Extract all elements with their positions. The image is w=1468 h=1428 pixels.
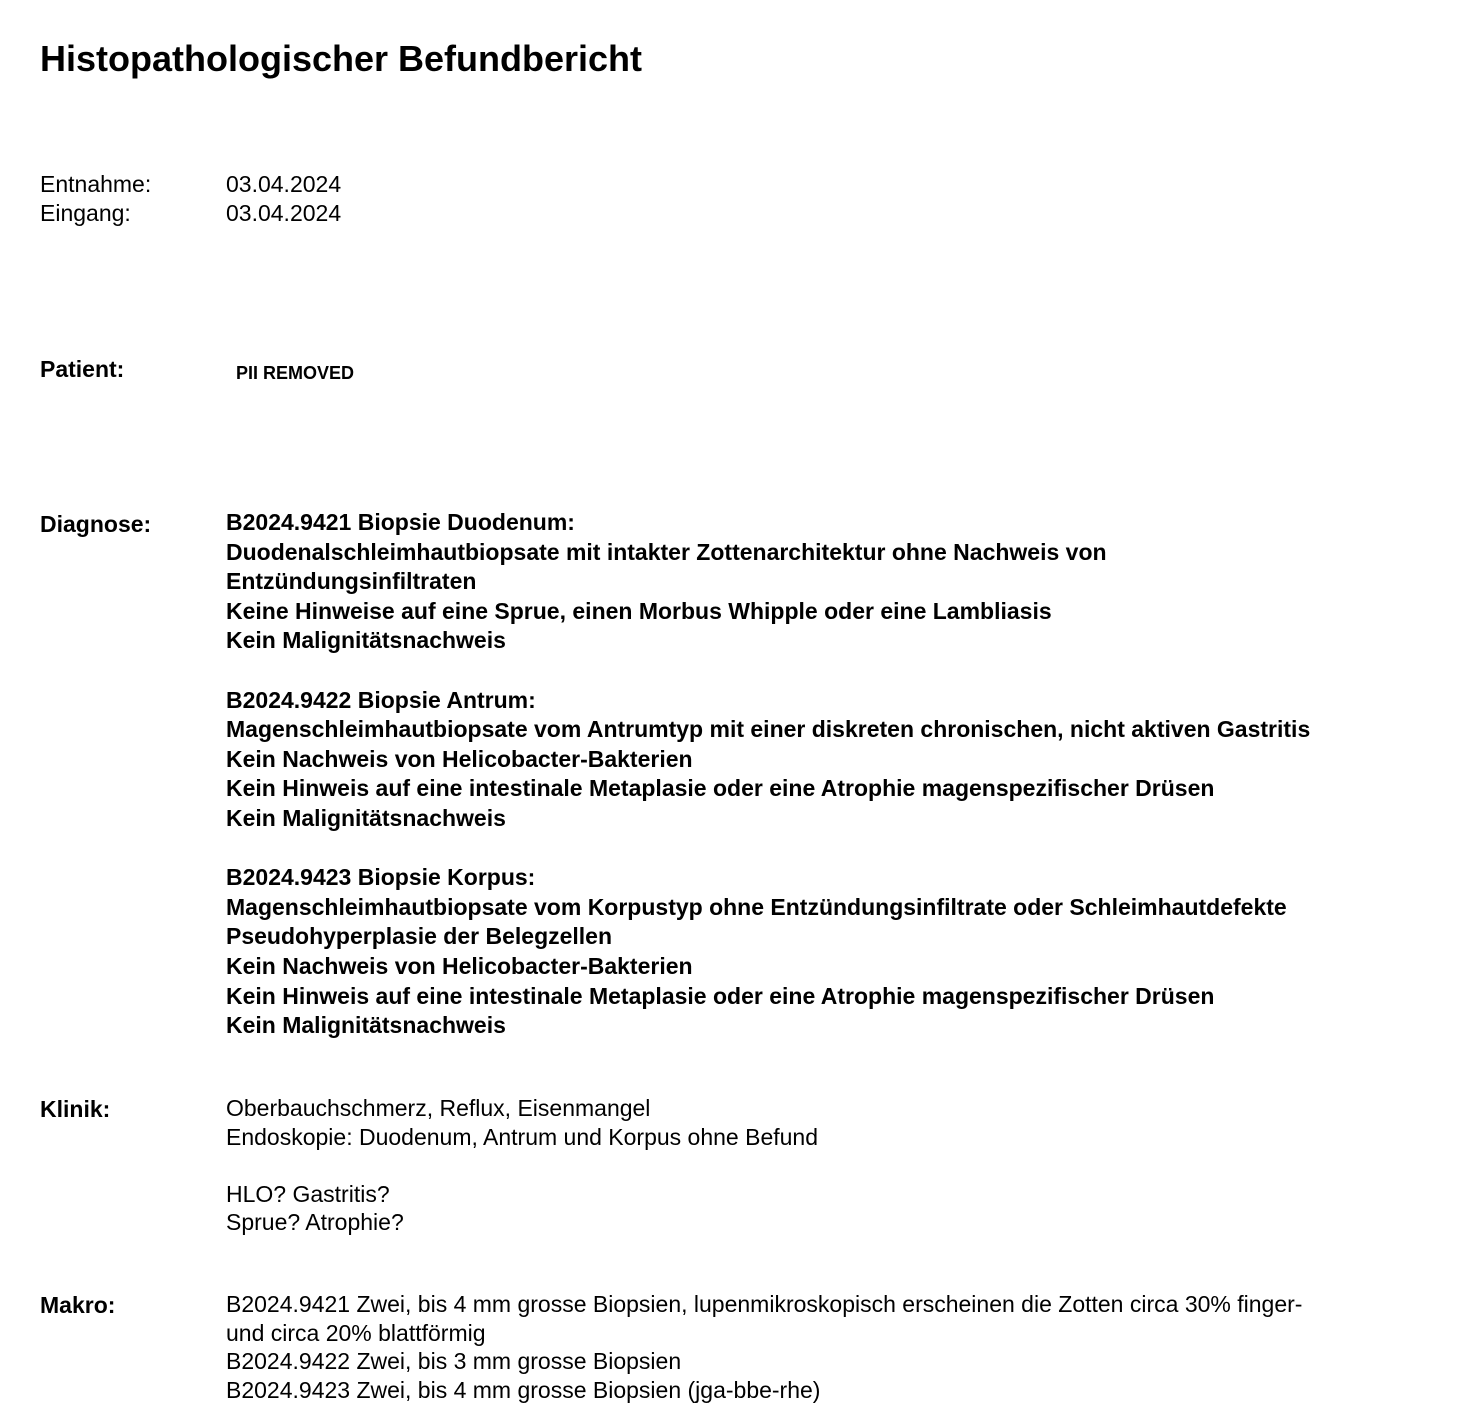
- klinik-line: Endoskopie: Duodenum, Antrum und Korpus ohne Befund: [226, 1123, 819, 1150]
- diagnose-label: Diagnose:: [40, 511, 152, 537]
- diagnose-line: Kein Malignitätsnachweis: [226, 804, 506, 831]
- diagnose-line: Pseudohyperplasie der Belegzellen: [226, 923, 613, 950]
- klinik-line: HLO? Gastritis?: [226, 1180, 390, 1207]
- page-title: Histopathologischer Befundbericht: [40, 38, 643, 79]
- klinik-section: [226, 1094, 818, 1237]
- makro-line: B2024.9423 Zwei, bis 4 mm grosse Biopsien (jga-bbe-rhe): [226, 1376, 821, 1403]
- klinik-block-questions: [226, 1180, 818, 1237]
- makro-line: B2024.9421 Zwei, bis 4 mm grosse Biopsien, lupenmikroskopisch erscheinen die Zotten circa 30% finger-: [226, 1291, 1303, 1317]
- diagnose-line: Kein Hinweis auf eine intestinale Metaplasie oder eine Atrophie magenspezifischer Drüsen: [226, 982, 1215, 1009]
- eingang-value: 03.04.2024: [226, 200, 342, 226]
- diagnose-line: Kein Malignitätsnachweis: [226, 627, 506, 654]
- makro-label: Makro:: [40, 1292, 116, 1318]
- patient-label: Patient:: [40, 356, 125, 382]
- diagnose-line: Keine Hinweise auf eine Sprue, einen Morbus Whipple oder eine Lambliasis: [226, 597, 1052, 624]
- klinik-label: Klinik:: [40, 1096, 111, 1122]
- diagnose-line: Entzündungsinfiltraten: [226, 568, 477, 595]
- klinik-line: Sprue? Atrophie?: [226, 1209, 404, 1235]
- diagnose-block-duodenum: [226, 508, 1310, 656]
- diagnose-line: B2024.9421 Biopsie Duodenum:: [226, 509, 575, 535]
- makro-section: [226, 1290, 1302, 1404]
- eingang-row: [40, 199, 341, 228]
- patient-value: PII REMOVED: [236, 363, 355, 383]
- klinik-block-symptoms: [226, 1094, 818, 1151]
- klinik-line: Oberbauchschmerz, Reflux, Eisenmangel: [226, 1095, 651, 1121]
- diagnose-line: Magenschleimhautbiopsate vom Korpustyp ohne Entzündungsinfiltrate oder Schleimhautdefekte: [226, 893, 1287, 920]
- diagnose-block-korpus: [226, 863, 1310, 1041]
- dates-section: [40, 170, 341, 228]
- diagnose-line: Kein Nachweis von Helicobacter-Bakterien: [226, 952, 693, 979]
- eingang-label: Eingang:: [40, 200, 131, 226]
- diagnose-line: B2024.9422 Biopsie Antrum:: [226, 686, 536, 713]
- makro-line: B2024.9422 Zwei, bis 3 mm grosse Biopsien: [226, 1348, 682, 1374]
- diagnose-line: Magenschleimhautbiopsate vom Antrumtyp mit einer diskreten chronischen, nicht aktiven Gastritis: [226, 716, 1311, 743]
- diagnose-line: B2024.9423 Biopsie Korpus:: [226, 864, 536, 891]
- diagnose-line: Kein Nachweis von Helicobacter-Bakterien: [226, 745, 693, 772]
- diagnose-line: Kein Malignitätsnachweis: [226, 1012, 506, 1039]
- diagnose-line: Kein Hinweis auf eine intestinale Metaplasie oder eine Atrophie magenspezifischer Drüsen: [226, 775, 1215, 802]
- diagnose-block-antrum: [226, 686, 1310, 834]
- diagnose-section: [226, 508, 1310, 1041]
- makro-line: und circa 20% blattförmig: [226, 1319, 486, 1346]
- entnahme-row: [40, 170, 341, 199]
- entnahme-label: Entnahme:: [40, 171, 152, 197]
- diagnose-line: Duodenalschleimhautbiopsate mit intakter Zottenarchitektur ohne Nachweis von: [226, 538, 1107, 565]
- entnahme-value: 03.04.2024: [226, 171, 342, 197]
